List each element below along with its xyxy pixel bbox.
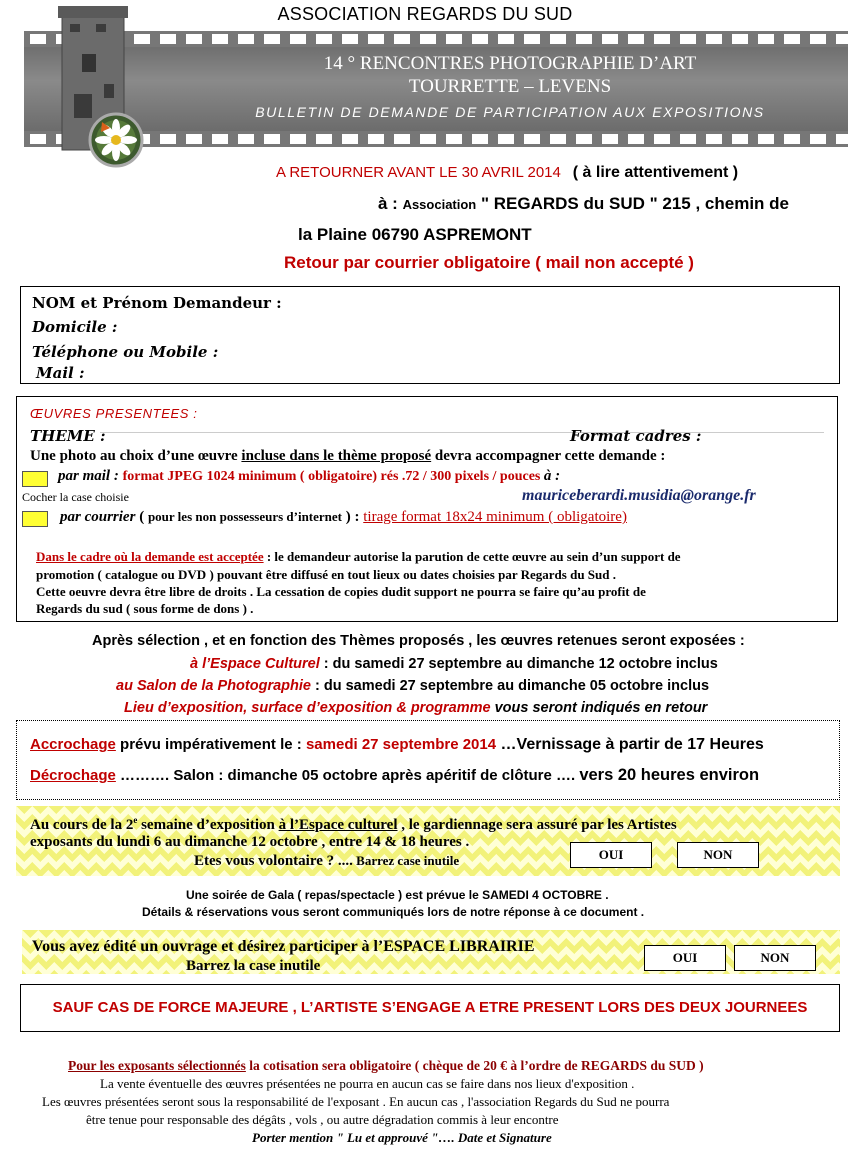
post-checkbox[interactable]	[22, 511, 48, 527]
film-perforation	[576, 34, 592, 44]
film-perforation	[498, 134, 514, 144]
guard-yes-option[interactable]: OUI	[570, 842, 652, 868]
applicant-home-label: Domicile :	[32, 318, 118, 336]
fee-line: Pour les exposants sélectionnés la cotisation sera obligatoire ( chèque de 20 € à l’ordre de REGARDS du SUD )	[68, 1058, 704, 1073]
photo-requirement: Une photo au choix d’une œuvre incluse dans le thème proposé devra accompagner cette demande :	[30, 448, 666, 464]
film-perforation	[836, 34, 850, 44]
applicant-mail-label: Mail :	[36, 364, 85, 382]
film-perforation	[446, 34, 462, 44]
signature-mention: Porter mention " Lu et approuvé "…. Date et Signature	[252, 1130, 552, 1145]
film-perforation	[368, 134, 384, 144]
return-deadline-line: A RETOURNER AVANT LE 30 AVRIL 2014 ( à lire attentivement )	[276, 164, 739, 181]
film-perforation	[550, 134, 566, 144]
film-perforation	[264, 34, 280, 44]
film-perforation	[680, 134, 696, 144]
guarding-volunteer-question: Etes vous volontaire ? .... Barrez case inutile	[194, 853, 460, 869]
film-perforation	[342, 134, 358, 144]
film-perforation	[680, 34, 696, 44]
organization-title: ASSOCIATION REGARDS DU SUD	[277, 4, 573, 24]
library-yes-option[interactable]: OUI	[644, 945, 726, 971]
theme-line	[100, 432, 824, 433]
applicant-phone-label: Téléphone ou Mobile :	[32, 343, 219, 361]
film-perforation	[602, 34, 618, 44]
mail-not-accepted-note: Retour par courrier obligatoire ( mail non accepté )	[284, 253, 694, 272]
venue-salon: au Salon de la Photographie : du samedi 27 septembre au dimanche 05 octobre inclus	[116, 678, 710, 694]
applicant-name-label: NOM et Prénom Demandeur :	[32, 294, 282, 312]
film-perforation	[758, 34, 774, 44]
exhibition-info: Lieu d’exposition, surface d’exposition & programme vous seront indiqués en retour	[124, 700, 708, 716]
film-perforation	[706, 34, 722, 44]
film-perforation	[654, 134, 670, 144]
film-perforation	[628, 134, 644, 144]
film-perforation	[238, 134, 254, 144]
return-address-line: à : Association " REGARDS du SUD " 215 , chemin de	[378, 194, 790, 213]
film-perforation	[758, 134, 774, 144]
film-perforation	[472, 34, 488, 44]
selection-intro: Après sélection , et en fonction des Thèmes proposés , les œuvres retenues seront exposées :	[92, 633, 745, 649]
film-perforation	[420, 134, 436, 144]
film-perforation	[316, 34, 332, 44]
banner-edition-title: 14 ° RENCONTRES PHOTOGRAPHIE D’ART	[323, 53, 697, 74]
film-perforation	[264, 134, 280, 144]
film-perforation	[212, 134, 228, 144]
engagement-text: SAUF CAS DE FORCE MAJEURE , L’ARTISTE S’ENGAGE A ETRE PRESENT LORS DES DEUX JOURNEES	[52, 999, 808, 1016]
film-perforation	[420, 34, 436, 44]
film-perforation	[186, 134, 202, 144]
film-perforation	[576, 134, 592, 144]
library-question: Vous avez édité un ouvrage et désirez participer à l’ESPACE LIBRAIRIE	[32, 938, 535, 955]
works-title: ŒUVRES PRESENTEES :	[30, 406, 198, 421]
venue-espace-culturel: à l’Espace Culturel : du samedi 27 septembre au dimanche 12 octobre inclus	[190, 656, 718, 672]
film-perforation	[654, 34, 670, 44]
film-perforation	[602, 134, 618, 144]
hanging-line: Accrochage prévu impérativement le : samedi 27 septembre 2014 …Vernissage à partir de 17 Heures	[30, 736, 764, 753]
film-perforation	[732, 134, 748, 144]
film-perforation	[550, 34, 566, 44]
film-perforation	[524, 34, 540, 44]
contact-email[interactable]: mauriceberardi.musidia@orange.fr	[522, 487, 756, 504]
accept-terms-1: Dans le cadre où la demande est acceptée : le demandeur autorise la parution de cette œuvre au sein d’un support de	[36, 549, 681, 564]
hanging-box	[16, 720, 840, 800]
film-perforation	[524, 134, 540, 144]
accept-terms-2: promotion ( catalogue ou DVD ) pouvant être diffusé en tout lieux ou dates choisies par Regards du Sud .	[36, 567, 616, 582]
theme-label: THEME :	[30, 427, 106, 445]
film-perforation	[394, 134, 410, 144]
film-perforation	[836, 134, 850, 144]
film-perforation	[628, 34, 644, 44]
film-perforation	[316, 134, 332, 144]
guard-no-option[interactable]: NON	[677, 842, 759, 868]
mail-checkbox[interactable]	[22, 471, 48, 487]
gala-line-1: Une soirée de Gala ( repas/spectacle ) est prévue le SAMEDI 4 OCTOBRE .	[186, 888, 609, 902]
film-perforation	[706, 134, 722, 144]
unhanging-line: Décrochage ………. Salon : dimanche 05 octobre après apéritif de clôture …. vers 20 heures environ	[30, 766, 760, 784]
film-perforation	[498, 34, 514, 44]
library-strike-note: Barrez la case inutile	[186, 958, 321, 974]
film-perforation	[290, 134, 306, 144]
banner-location: TOURRETTE – LEVENS	[408, 76, 612, 97]
accept-terms-4: Regards du sud ( sous forme de dons ) .	[36, 601, 254, 616]
film-perforation	[810, 134, 826, 144]
film-perforation	[446, 134, 462, 144]
return-address-city: la Plaine 06790 ASPREMONT	[298, 225, 532, 244]
by-post-line: par courrier ( pour les non possesseurs d’internet ) : tirage format 18x24 minimum ( obligatoire)	[60, 509, 627, 525]
guarding-line-1: Au cours de la 2e semaine d’exposition à l’Espace culturel , le gardiennage sera assuré par les Artistes	[30, 815, 677, 833]
film-perforation	[186, 34, 202, 44]
film-perforation	[810, 34, 826, 44]
film-perforation	[732, 34, 748, 44]
by-mail-line: par mail : format JPEG 1024 minimum ( obligatoire) rés .72 / 300 pixels / pouces à :	[58, 468, 561, 484]
film-perforation	[784, 34, 800, 44]
film-perforation	[342, 34, 358, 44]
film-perforation	[212, 34, 228, 44]
film-perforation	[394, 34, 410, 44]
film-perforation	[238, 34, 254, 44]
library-no-option[interactable]: NON	[734, 945, 816, 971]
accept-terms-3: Cette oeuvre devra être libre de droits . La cessation de copies dudit support ne pourra se faire qu’au profit de	[36, 584, 646, 599]
tick-note: Cocher la case choisie	[22, 490, 129, 504]
film-perforation	[784, 134, 800, 144]
liability-notice-2: être tenue pour responsable des dégâts , vols , ou autre dégradation commis à leur encontre	[86, 1112, 559, 1127]
liability-notice-1: Les œuvres présentées seront sous la responsabilité de l'exposant . En aucun cas , l'association Regards du Sud ne pourra	[42, 1094, 670, 1109]
film-perforation	[290, 34, 306, 44]
gala-line-2: Détails & réservations vous seront communiqués lors de notre réponse à ce document .	[142, 905, 645, 919]
guarding-line-2: exposants du lundi 6 au dimanche 12 octobre , entre 14 & 18 heures .	[30, 834, 470, 850]
frame-format-label: Format cadres :	[570, 427, 702, 445]
film-perforation	[368, 34, 384, 44]
sale-notice: La vente éventuelle des œuvres présentées ne pourra en aucun cas se faire dans nos lieux d'exposition .	[100, 1076, 635, 1091]
tower-photo-logo	[44, 4, 164, 174]
film-perforation	[472, 134, 488, 144]
banner-subtitle: BULLETIN DE DEMANDE DE PARTICIPATION AUX EXPOSITIONS	[255, 104, 765, 120]
